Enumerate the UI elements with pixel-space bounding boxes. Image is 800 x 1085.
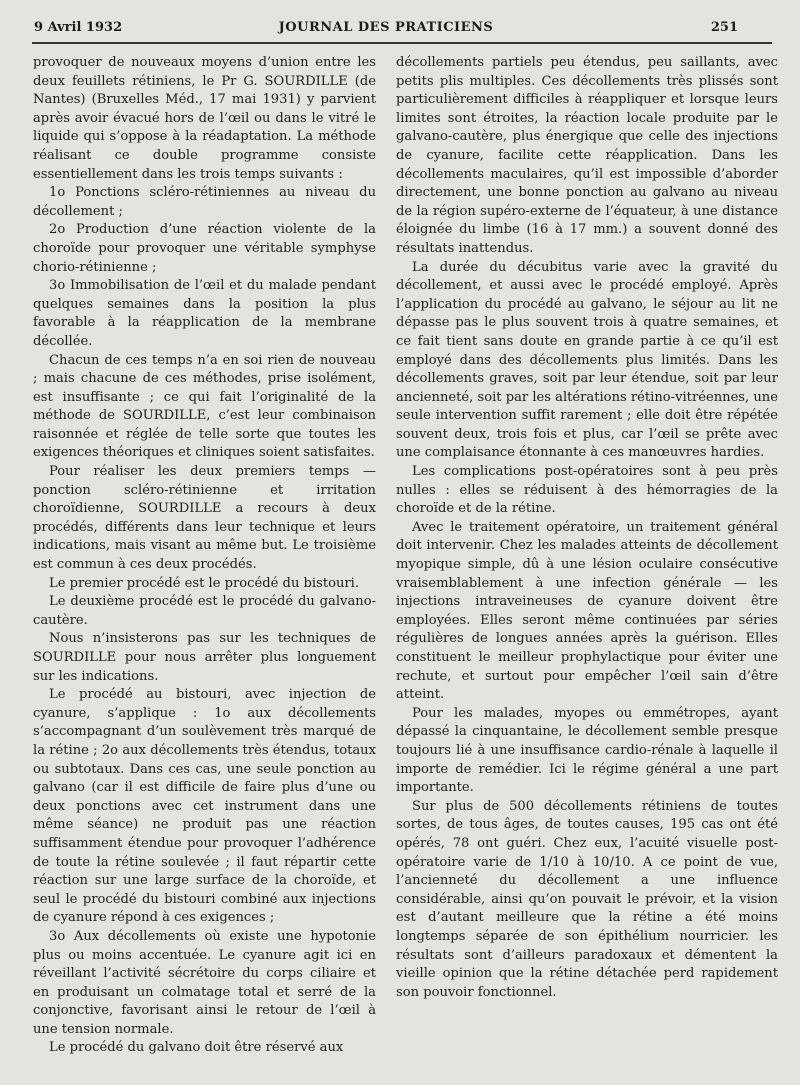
paragraph: provoquer de nouveaux moyens d’union entre les deux feuillets rétiniens, le Pr G. SOURDILLE (de Nantes) (Bruxelles Méd., 17 mai 1931) y parvient après avoir évacué hors de l’œil ou dans le vitré le liquide qui s’oppose à la réadaptation. La méthode réalisant ce double programme consiste essentiellement dans les trois temps suivants : [33, 55, 376, 182]
list-item: 1o Ponctions scléro-rétiniennes au niveau du décollement ; [33, 185, 376, 219]
paragraph: Le deuxième procédé est le procédé du galvano-cautère. [33, 594, 376, 628]
left-column [33, 54, 376, 1074]
paragraph: Nous n’insisterons pas sur les techniques de SOURDILLE pour nous arrêter plus longuement sur les indications. [33, 631, 376, 684]
paragraph: Avec le traitement opératoire, un traitement général doit intervenir. Chez les malades atteints de décollement myopique simple, dû à une lésion oculaire consécutive vraisemblablement à une infection générale — les injections intraveineuses de cyanure doivent être employées. Elles seront même continuées par séries régulières de longues années après la guérison. Elles constituent le meilleur prophylactique pour éviter une rechute, et surtout pour empêcher l’œil sain d’être atteint. [396, 519, 778, 703]
running-header [34, 16, 738, 38]
paragraph: Le premier procédé est le procédé du bistouri. [49, 575, 360, 591]
paragraph: Le procédé au bistouri, avec injection de cyanure, s’applique : 1o aux décollements s’accompagnant d’un soulèvement très marqué de la rétine ; 2o aux décollements très étendus, totaux ou subtotaux. Dans ces cas, une seule ponction au galvano (car il est difficile de faire plus d’une ou deux ponctions avec cet instrument dans une même séance) ne produit pas une réaction suffisamment étendue pour provoquer l’adhérence de toute la rétine soulevée ; il faut répartir cette réaction sur une large surface de la choroïde, et seul le procédé du bistouri combiné aux injections de cyanure répond à ces exigences ; [33, 687, 376, 926]
list-item: 3o Aux décollements où existe une hypotonie plus ou moins accentuée. Le cyanure agit ici en réveillant l’activité sécrétoire du corps ciliaire et en produisant un colmatage total et serré de la conjonctive, favorisant ainsi le retour de l’œil à une tension normale. [33, 928, 376, 1037]
issue-date: 9 Avril 1932 [34, 20, 123, 35]
paragraph: Le procédé du galvano doit être réservé aux [49, 1040, 344, 1056]
page-number: 251 [710, 20, 738, 35]
paragraph: La durée du décubitus varie avec la gravité du décollement, et aussi avec le procédé employé. Après l’application du procédé au galvano, le séjour au lit ne dépasse pas le plus souvent trois à quatre semaines, et ce fait tient sans doute en grande partie à ce qu’il est employé dans des décollements plus limités. Dans les décollements graves, soit par leur étendue, soit par leur ancienneté, soit par les altérations rétino-vitréennes, une seule intervention suffit rarement ; elle doit être répétée souvent deux, trois fois et plus, car l’œil se prête avec une complaisance étonnante à ces manœuvres hardies. [396, 259, 778, 461]
paragraph: Pour réaliser les deux premiers temps — ponction scléro-rétinienne et irritation choroïdienne, SOURDILLE a recours à deux procédés, différents dans leur technique et leurs indications, mais visant au même but. Le troisième est commun à ces deux procédés. [33, 464, 376, 573]
header-rule [32, 42, 772, 44]
paragraph: Pour les malades, myopes ou emmétropes, ayant dépassé la cinquantaine, le décollement semble presque toujours lié à une insuffisance cardio-rénale à laquelle il importe de remédier. Ici le régime général a une part importante. [396, 705, 778, 796]
paragraph: Sur plus de 500 décollements rétiniens de toutes sortes, de tous âges, de toutes causes, 195 cas ont été opérés, 78 ont guéri. Chez eux, l’acuité visuelle post-opératoire varie de 1/10 à 10/10. A ce point de vue, l’ancienneté du décollement a une influence considérable, ainsi qu’on pouvait le prévoir, et la vision est d’autant meilleure que la rétine a été moins longtemps séparée de son épithélium nourricier. les résultats sont d’ailleurs paradoxaux et démentent la vieille opinion que la rétine détachée perd rapidement son pouvoir fonctionnel. [396, 798, 778, 1000]
list-item: 3o Immobilisation de l’œil et du malade pendant quelques semaines dans la position la plus favorable à la réapplication de la membrane décollée. [33, 278, 376, 349]
right-column [396, 54, 778, 1074]
paragraph: Les complications post-opératoires sont à peu près nulles : elles se réduisent à des hémorragies de la choroïde et de la rétine. [396, 464, 778, 517]
list-item: 2o Production d’une réaction violente de la choroïde pour provoquer une véritable symphyse chorio-rétinienne ; [33, 222, 376, 275]
paragraph: décollements partiels peu étendus, peu saillants, avec petits plis multiples. Ces décollements très plissés sont particulièrement difficiles à réappliquer et lorsque leurs limites sont étroites, la réaction locale produite par le galvano-cautère, plus énergique que celle des injections de cyanure, facilite cette réapplication. Dans les décollements maculaires, qu’il est impossible d’aborder directement, une bonne ponction au galvano au niveau de la région supéro-externe de l’équateur, à une distance éloignée du limbe (16 à 17 mm.) a souvent donné des résultats inattendus. [396, 55, 778, 256]
journal-title: JOURNAL DES PRATICIENS [278, 20, 494, 35]
paragraph: Chacun de ces temps n’a en soi rien de nouveau ; mais chacune de ces méthodes, prise isolément, est insuffisante ; ce qui fait l’originalité de la méthode de SOURDILLE, c’est leur combinaison raisonnée et réglée de telle sorte que toutes les exigences théoriques et cliniques soient satisfaites. [33, 352, 376, 461]
